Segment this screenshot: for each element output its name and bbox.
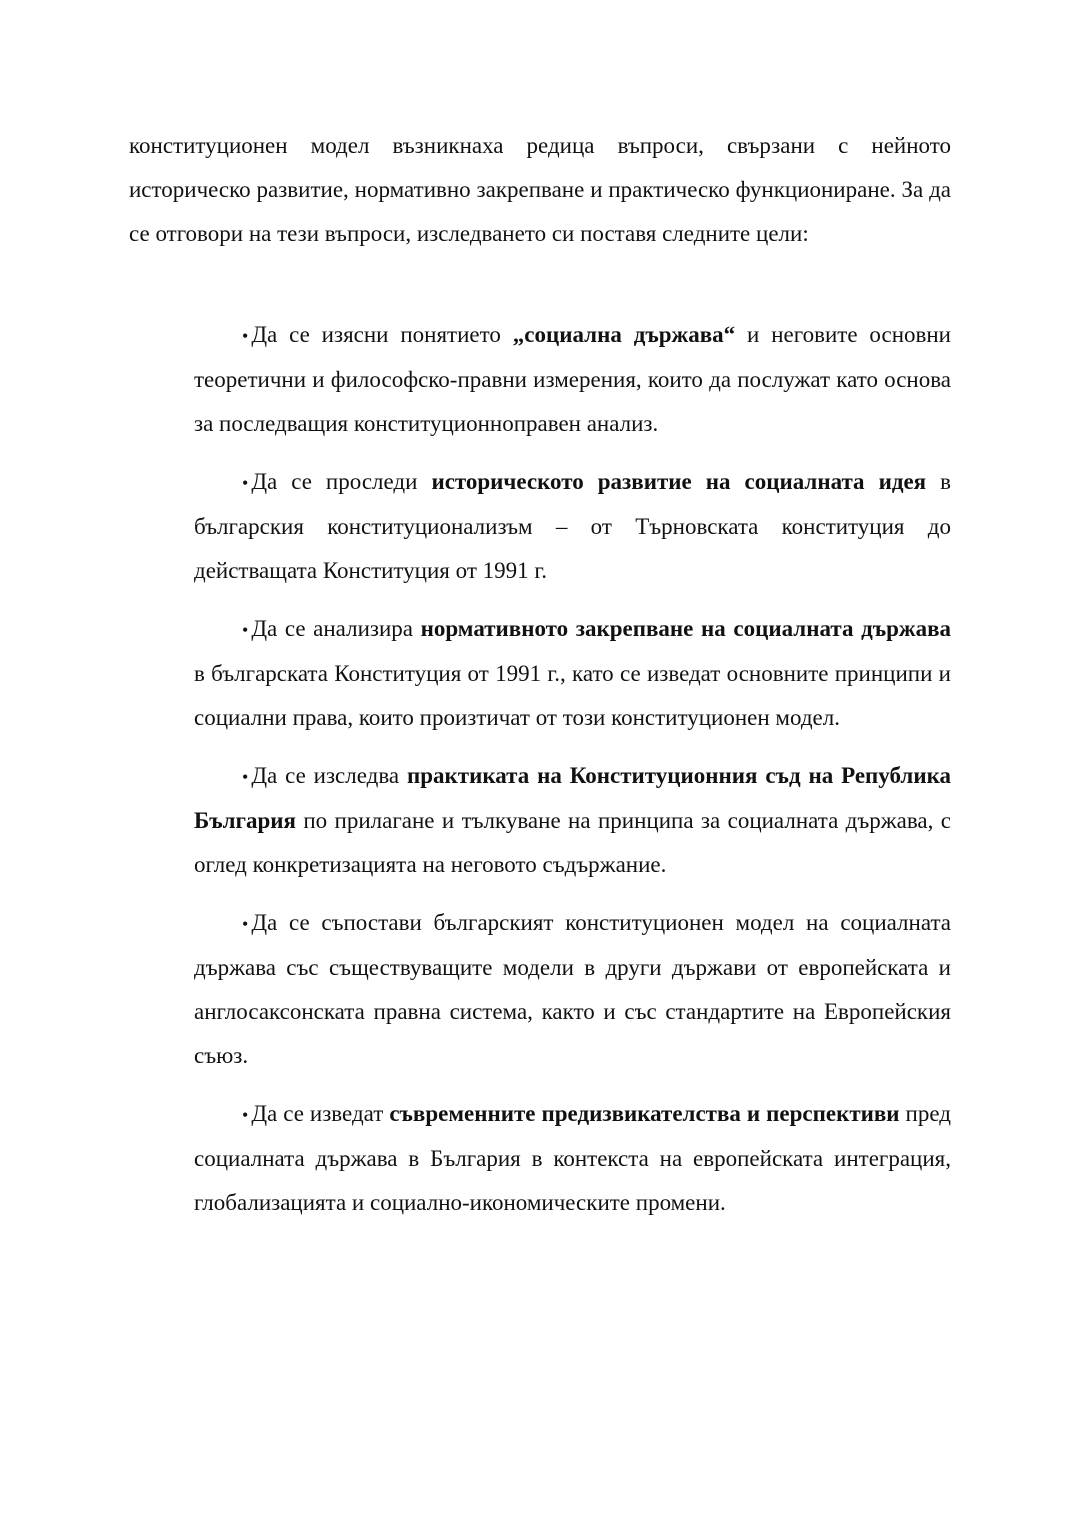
item-text-end: в българската Конституция от 1991 г., като се изведат основните принципи и социални права, които произтичат от този конституционен модел. (194, 661, 951, 730)
bullet-icon: • (242, 914, 249, 934)
bullet-icon: • (242, 473, 249, 493)
item-bold-text: съвременните предизвикателства и перспективи (389, 1101, 900, 1126)
item-text: Да се проследи (251, 469, 432, 494)
item-text-end: в българския конституционализъм – от Търновската конституция до действащата Конституция от 1991 г. (194, 469, 951, 583)
bullet-icon: • (242, 767, 249, 787)
goals-list (194, 313, 951, 1239)
item-bold-text: нормативното закрепване на социалната държава (420, 616, 951, 641)
item-bold-text: историческото развитие на социалната идея (431, 469, 927, 494)
item-text-end: по прилагане и тълкуване на принципа за социалната държава, с оглед конкретизацията на неговото съдържание. (194, 808, 951, 877)
item-text: Да се изведат (251, 1101, 390, 1126)
list-item (194, 1092, 951, 1225)
item-text: Да се анализира (251, 616, 421, 641)
list-item (194, 313, 951, 446)
item-text: Да се изясни понятието (251, 322, 513, 347)
item-text: Да се изследва (251, 763, 407, 788)
bullet-icon: • (242, 620, 249, 640)
bullet-icon: • (242, 326, 249, 346)
bullet-icon: • (242, 1105, 249, 1125)
list-item (194, 754, 951, 887)
intro-paragraph: конституционен модел възникнаха редица въпроси, свързани с нейното историческо развитие, нормативно закрепване и практическо функциониране. За да се отговори на тези въпроси, изследването си поставя следните цели: (129, 133, 951, 246)
item-text: Да се съпостави българският конституционен модел на социалната държава със съществуващите модели в други държави от европейската и англосаксонската правна система, както и със стандартите на Европейския съюз. (194, 910, 951, 1068)
item-bold-text: практиката на Конституционния съд на Република България (194, 763, 951, 833)
list-item (194, 460, 951, 593)
item-text-end: пред социалната държава в България в контекста на европейската интеграция, глобализацията и социално-икономическите промени. (194, 1101, 951, 1215)
list-item (194, 607, 951, 740)
item-text-end: и неговите основни теоретични и философско-правни измерения, които да послужат като основа за последващия конституционноправен анализ. (194, 322, 951, 436)
list-item (194, 901, 951, 1078)
item-bold-text: „социална държава“ (512, 322, 736, 347)
